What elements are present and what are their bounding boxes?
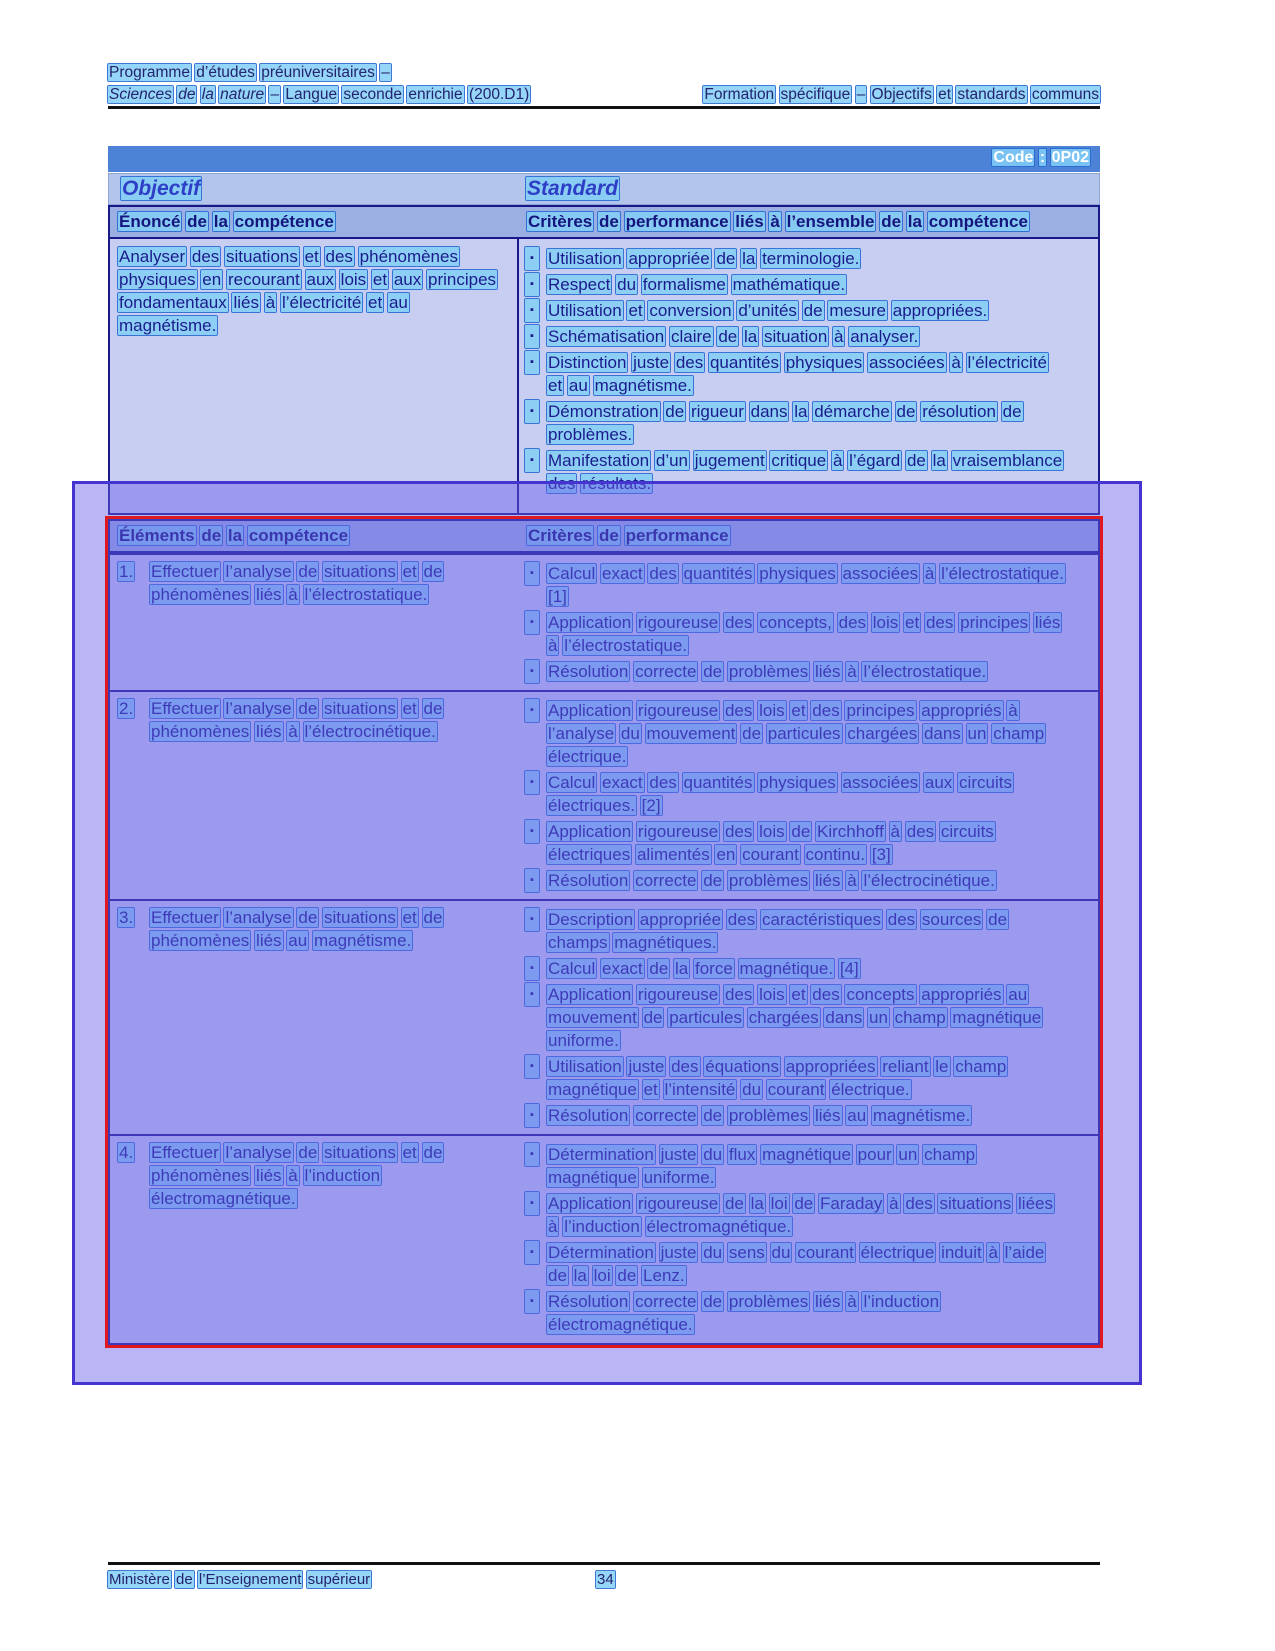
bullet-icon: ▪ — [525, 1241, 539, 1264]
col-header-criteres: Critères de performance — [528, 526, 729, 545]
bullet-icon: ▪ — [525, 400, 539, 423]
footer-rule — [108, 1562, 1100, 1565]
col-header-enonce: Énoncé de la compétence — [119, 212, 334, 231]
criterion-text: Calcul exact de la force magnétique. [4] — [548, 959, 859, 978]
col-header-elements: Éléments de la compétence — [119, 526, 349, 545]
footer-ministry: Ministère de l’Enseignement supérieur — [109, 1571, 371, 1588]
row-number: 4. — [119, 1143, 134, 1162]
criterion-text: Démonstration de rigueur dans la démarche de résolution de problèmes. — [548, 402, 1022, 444]
criterion-text: Description appropriée des caractéristiques des sources de champs magnétiques. — [548, 910, 1008, 952]
bullet-icon: ▪ — [525, 983, 539, 1006]
criterion-text: Application rigoureuse des lois de Kirchhoff à des circuits électriques alimentés en courant continu. [3] — [548, 822, 994, 864]
criterion-text: Utilisation juste des équations appropriées reliant le champ magnétique et l’intensité du courant électrique. — [548, 1057, 1007, 1099]
criterion-item — [525, 1104, 1068, 1127]
criterion-item — [525, 1143, 1068, 1189]
header-rule — [108, 106, 1100, 109]
criterion-text: Résolution correcte de problèmes liés à l’induction électromagnétique. — [548, 1292, 940, 1334]
criterion-item — [525, 660, 1068, 683]
criterion-item — [525, 820, 1068, 866]
criterion-item — [525, 1290, 1068, 1336]
elements-table — [108, 519, 1100, 1345]
criterion-text: Résolution correcte de problèmes liés au magnétisme. — [548, 1106, 971, 1125]
criterion-text: Calcul exact des quantités physiques associées aux circuits électriques. [2] — [548, 773, 1012, 815]
bullet-icon: ▪ — [525, 771, 539, 794]
row-number: 1. — [119, 562, 134, 581]
criterion-item — [525, 1241, 1068, 1287]
criteria-cell — [519, 692, 1098, 899]
bullet-icon: ▪ — [525, 869, 539, 892]
bullet-icon: ▪ — [525, 1104, 539, 1127]
criterion-item — [525, 869, 1068, 892]
header-subtitle-row — [108, 86, 1100, 104]
table-row — [110, 899, 1098, 1134]
bullet-icon: ▪ — [525, 273, 539, 296]
competence-table — [108, 205, 1100, 515]
table-row — [110, 553, 1098, 690]
criterion-item — [525, 908, 1068, 954]
criterion-text: Résolution correcte de problèmes liés à l’électrostatique. — [548, 662, 987, 681]
criterion-text: Utilisation et conversion d’unités de mesure appropriées. — [548, 301, 988, 320]
criterion-text: Schématisation claire de la situation à analyser. — [548, 327, 919, 346]
element-cell — [110, 1136, 519, 1343]
table-row — [110, 690, 1098, 899]
criterion-item — [525, 611, 1068, 657]
header-program-title: Programme d’études préuniversitaires – — [109, 64, 390, 81]
bullet-icon: ▪ — [525, 247, 539, 270]
bullet-icon: ▪ — [525, 1143, 539, 1166]
row-number: 2. — [119, 699, 134, 718]
criterion-item — [525, 325, 1068, 348]
element-text: Effectuer l’analyse de situations et de phénomènes liés à l’induction électromagnétique. — [151, 1143, 443, 1208]
element-cell — [110, 692, 519, 899]
criterion-text: Calcul exact des quantités physiques associées à l’électrostatique. [1] — [548, 564, 1064, 606]
element-text: Effectuer l’analyse de situations et de phénomènes liés à l’électrostatique. — [151, 562, 443, 604]
row-number: 3. — [119, 908, 134, 927]
element-text: Effectuer l’analyse de situations et de phénomènes liés au magnétisme. — [151, 908, 443, 950]
criterion-item — [525, 699, 1068, 768]
criteria-cell — [519, 555, 1098, 690]
objectif-heading: Objectif — [122, 177, 201, 200]
element-cell — [110, 901, 519, 1134]
competence-cell — [110, 239, 519, 513]
element-text: Effectuer l’analyse de situations et de phénomènes liés à l’électrocinétique. — [151, 699, 443, 741]
criteria-cell — [519, 1136, 1098, 1343]
criterion-item — [525, 1192, 1068, 1238]
criterion-item — [525, 771, 1068, 817]
criterion-item — [525, 1055, 1068, 1101]
criterion-text: Résolution correcte de problèmes liés à l’électrocinétique. — [548, 871, 995, 890]
criterion-item — [525, 299, 1068, 322]
criteria-cell — [519, 901, 1098, 1134]
criterion-item — [525, 449, 1068, 495]
bullet-icon: ▪ — [525, 1192, 539, 1215]
criterion-item — [525, 983, 1068, 1052]
bullet-icon: ▪ — [525, 957, 539, 980]
footer-page-number: 34 — [597, 1571, 614, 1588]
criterion-text: Application rigoureuse des lois et des principes appropriés à l’analyse du mouvement de particules chargées dans un champ électrique. — [548, 701, 1045, 766]
header-subtitle-left — [108, 86, 530, 104]
criterion-text: Application rigoureuse de la loi de Faraday à des situations liées à l’induction électromagnétique. — [548, 1194, 1053, 1236]
bullet-icon: ▪ — [525, 1055, 539, 1078]
criterion-item — [525, 273, 1068, 296]
bullet-icon: ▪ — [525, 299, 539, 322]
header-program-variant: – Langue seconde enrichie (200.D1) — [270, 86, 530, 103]
criterion-text: Détermination juste du flux magnétique pour un champ magnétique uniforme. — [548, 1145, 976, 1187]
competence-table-body — [110, 239, 1098, 513]
competence-statement: Analyser des situations et des phénomènes physiques en recourant aux lois et aux principes fondamentaux liés à l’électricité et au magnétisme. — [119, 247, 497, 335]
code-bar — [108, 146, 1100, 172]
element-cell — [110, 555, 519, 690]
header-program-name: Sciences de la nature — [109, 86, 265, 103]
objectif-standard-band — [108, 173, 1100, 205]
criterion-text: Manifestation d’un jugement critique à l’égard de la vraisemblance des résultats. — [548, 451, 1063, 493]
criterion-item — [525, 247, 1068, 270]
bullet-icon: ▪ — [525, 325, 539, 348]
criterion-text: Utilisation appropriée de la terminologie. — [548, 249, 860, 268]
standard-heading: Standard — [527, 177, 619, 200]
code-label: Code : 0P02 — [993, 149, 1089, 166]
criterion-item — [525, 562, 1068, 608]
elements-table-header — [110, 521, 1098, 553]
bullet-icon: ▪ — [525, 820, 539, 843]
table-row — [110, 1134, 1098, 1343]
criterion-text: Application rigoureuse des lois et des concepts appropriés au mouvement de particules chargées dans un champ magnétique uniforme. — [548, 985, 1042, 1050]
col-header-criteres-ensemble: Critères de performance liés à l’ensemble de la compétence — [528, 212, 1028, 231]
criteria-cell — [519, 239, 1098, 513]
bullet-icon: ▪ — [525, 562, 539, 585]
criterion-text: Détermination juste du sens du courant électrique induit à l’aide de la loi de Lenz. — [548, 1243, 1045, 1285]
criterion-item — [525, 957, 1068, 980]
criterion-item — [525, 351, 1068, 397]
criterion-text: Respect du formalisme mathématique. — [548, 275, 846, 294]
bullet-icon: ▪ — [525, 449, 539, 472]
bullet-icon: ▪ — [525, 611, 539, 634]
bullet-icon: ▪ — [525, 351, 539, 374]
criterion-text: Distinction juste des quantités physiques associées à l’électricité et au magnétisme. — [548, 353, 1047, 395]
bullet-icon: ▪ — [525, 1290, 539, 1313]
header-subtitle-right: Formation spécifique – Objectifs et standards communs — [704, 86, 1099, 103]
criterion-text: Application rigoureuse des concepts, des lois et des principes liés à l’électrostatique. — [548, 613, 1061, 655]
bullet-icon: ▪ — [525, 660, 539, 683]
competence-table-header — [110, 207, 1098, 239]
bullet-icon: ▪ — [525, 908, 539, 931]
bullet-icon: ▪ — [525, 699, 539, 722]
criterion-item — [525, 400, 1068, 446]
